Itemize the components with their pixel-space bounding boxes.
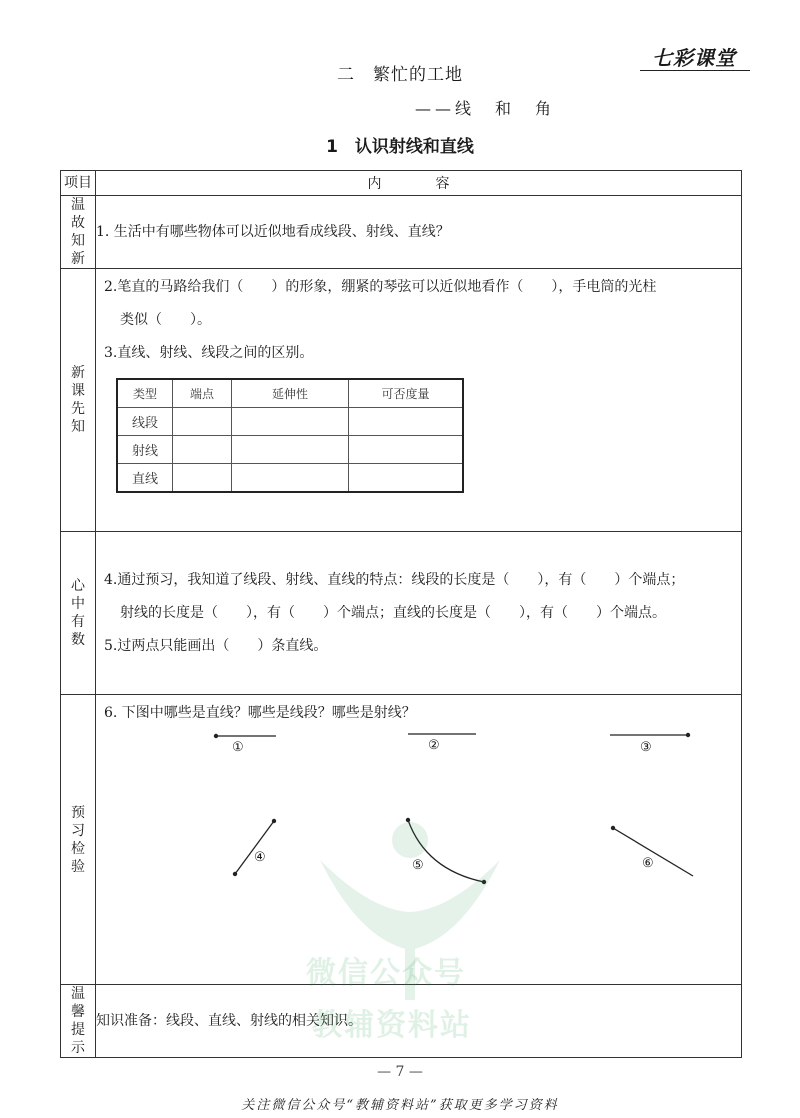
label-tip: 温馨提示 <box>61 985 96 1058</box>
label-preview: 新课先知 <box>61 269 96 532</box>
blank-cell[interactable] <box>173 436 232 464</box>
label-check: 预习检验 <box>61 695 96 985</box>
figure-3-label: ③ <box>640 740 652 755</box>
watermark-text-1: 微信公众号 <box>306 956 466 991</box>
unit-subtitle: ——线 和 角 <box>415 99 556 118</box>
question-2-line2: 类似（ ）。 <box>120 312 211 328</box>
question-1: 1. 生活中有哪些物体可以近似地看成线段、射线、直线？ <box>96 196 742 269</box>
blank-cell[interactable] <box>349 464 464 493</box>
row-ray: 射线 <box>117 436 173 464</box>
question-2-line1: 2.笔直的马路给我们（ ）的形象，绷紧的琴弦可以近似地看作（ ），手电筒的光柱 <box>104 279 657 295</box>
header-item: 项目 <box>61 171 96 196</box>
comparison-table <box>116 378 464 493</box>
figure-6-endpoint <box>611 826 615 830</box>
label-review: 温故知新 <box>61 196 96 269</box>
worksheet-table <box>60 170 742 1058</box>
blank-cell[interactable] <box>232 464 349 493</box>
label-mind: 心中有数 <box>61 532 96 695</box>
figure-1-endpoint <box>214 734 218 738</box>
watermark-text-2: 教辅资料站 <box>312 1008 472 1043</box>
question-6: 6. 下图中哪些是直线？哪些是线段？哪些是射线？ <box>104 705 416 721</box>
unit-title: 二 繁忙的工地 <box>337 65 463 85</box>
question-5: 5.过两点只能画出（ ）条直线。 <box>104 637 328 654</box>
figures-area <box>96 730 741 910</box>
blank-cell[interactable] <box>349 408 464 436</box>
tip-text: 知识准备：线段、直线、射线的相关知识。 <box>96 985 742 1058</box>
lesson-title: 1 认识射线和直线 <box>326 137 474 157</box>
row-line: 直线 <box>117 464 173 493</box>
figure-4-label: ④ <box>254 850 266 865</box>
figure-2-label: ② <box>428 738 440 753</box>
figure-5-label: ⑤ <box>412 858 424 873</box>
figure-4-endpoint-b <box>272 819 276 823</box>
header-content: 内 容 <box>96 171 742 196</box>
page-number: — 7 — <box>377 1064 423 1080</box>
row-segment: 线段 <box>117 408 173 436</box>
blank-cell[interactable] <box>232 408 349 436</box>
figure-4-line <box>235 821 274 874</box>
check-cell <box>96 695 742 985</box>
col-extension: 延伸性 <box>232 379 349 408</box>
question-3: 3.直线、射线、线段之间的区别。 <box>104 345 314 361</box>
mind-cell <box>96 532 742 695</box>
blank-cell[interactable] <box>349 436 464 464</box>
figure-4-endpoint-a <box>233 872 237 876</box>
figure-6-label: ⑥ <box>642 856 654 871</box>
figure-3-endpoint <box>686 733 690 737</box>
col-type: 类型 <box>117 379 173 408</box>
preview-cell <box>96 269 742 532</box>
col-endpoints: 端点 <box>173 379 232 408</box>
question-4-line2: 射线的长度是（ ），有（ ）个端点；直线的长度是（ ），有（ ）个端点。 <box>120 604 666 621</box>
col-measurable: 可否度量 <box>349 379 464 408</box>
blank-cell[interactable] <box>173 464 232 493</box>
footer-note: 关注微信公众号“教辅资料站”获取更多学习资料 <box>241 1098 559 1113</box>
figure-1-label: ① <box>232 740 244 755</box>
figure-5-endpoint-b <box>482 880 486 884</box>
figures-svg <box>96 730 736 910</box>
figure-5-endpoint-a <box>406 818 410 822</box>
question-4-line1: 4.通过预习，我知道了线段、射线、直线的特点：线段的长度是（ ），有（ ）个端点； <box>104 571 685 588</box>
blank-cell[interactable] <box>232 436 349 464</box>
brand-logo: 七彩课堂 <box>652 46 736 70</box>
blank-cell[interactable] <box>173 408 232 436</box>
